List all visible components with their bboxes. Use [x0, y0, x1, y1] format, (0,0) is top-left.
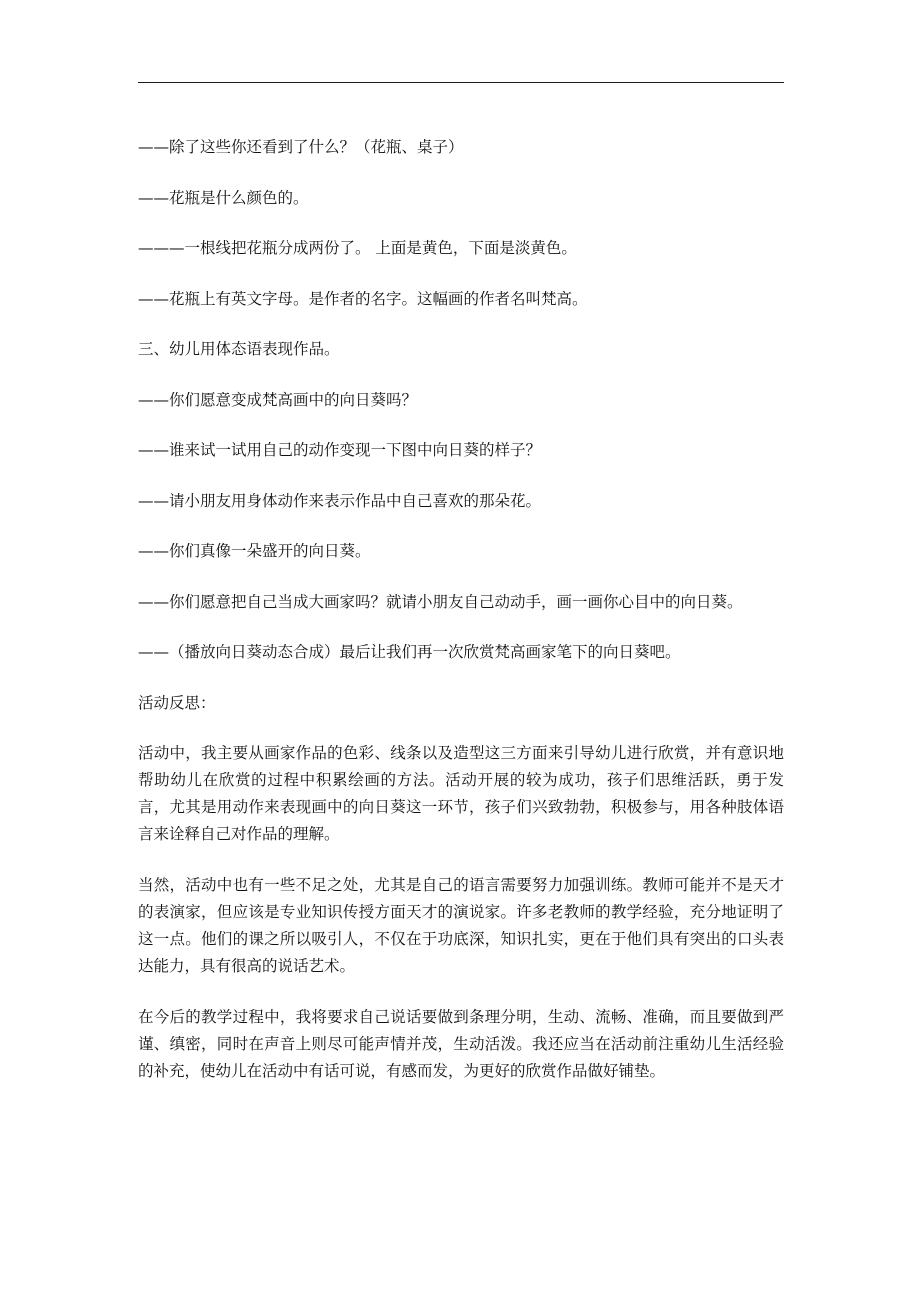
dialogue-line: ——花瓶是什么颜色的。 [138, 188, 309, 207]
reflection-paragraph: 当然，活动中也有一些不足之处，尤其是自己的语言需要努力加强训练。教师可能并不是天才的表演家，但应该是专业知识传授方面天才的演说家。许多老教师的教学经验，充分地证明了这一点。他们的课之所以吸引人，不仅在于功底深，知识扎实，更在于他们具有突出的口头表达能力，具有很高的说话艺术。 [138, 876, 784, 975]
section-heading: 三、幼儿用体态语表现作品。 [138, 340, 340, 358]
header-rule [138, 82, 784, 83]
reflection-paragraph: 活动中，我主要从画家作品的色彩、线条以及造型这三方面来引导幼儿进行欣赏，并有意识地帮助幼儿在欣赏的过程中积累绘画的方法。活动开展的较为成功，孩子们思维活跃，勇于发言，尤其是用动作来表现画中的向日葵这一环节，孩子们兴致勃勃，积极参与，用各种肢体语言来诠释自己对作品的理解。 [138, 744, 784, 843]
dialogue-line: ——花瓶上有英文字母。是作者的名字。这幅画的作者名叫梵高。 [138, 289, 588, 308]
reflection-heading: 活动反思： [138, 693, 216, 712]
section-line: ——谁来试一试用自己的动作变现一下图中向日葵的样子？ [138, 441, 542, 459]
dialogue-line: ——除了这些你还看到了什么？（花瓶、桌子） [138, 138, 464, 156]
section-line: ——请小朋友用身体动作来表示作品中自己喜欢的那朵花。 [138, 491, 542, 510]
document-body [138, 134, 784, 1109]
section-line: ——（播放向日葵动态合成）最后让我们再一次欣赏梵高画家笔下的向日葵吧。 [138, 643, 681, 661]
dialogue-line: ———一根线把花瓶分成两份了。 上面是黄色，下面是淡黄色。 [138, 239, 577, 257]
section-line: ——你们真像一朵盛开的向日葵。 [138, 542, 371, 560]
section-line: ——你们愿意把自己当成大画家吗？就请小朋友自己动动手，画一画你心目中的向日葵。 [138, 592, 743, 611]
reflection-paragraph: 在今后的教学过程中，我将要求自己说话要做到条理分明，生动、流畅、准确，而且要做到严谨、缜密，同时在声音上则尽可能声情并茂，生动活泼。我还应当在活动前注重幼儿生活经验的补充，使幼儿在活动中有话可说，有感而发，为更好的欣赏作品做好铺垫。 [138, 1008, 784, 1080]
section-line: ——你们愿意变成梵高画中的向日葵吗？ [138, 390, 418, 409]
